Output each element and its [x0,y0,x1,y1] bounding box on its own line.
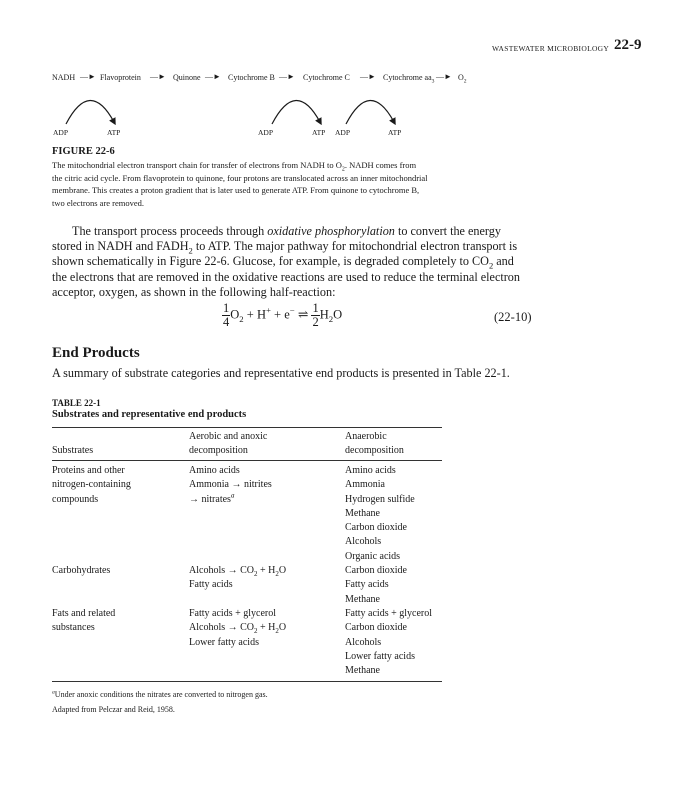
figure-label: FIGURE 22-6 [52,146,115,157]
aerobic-cell: Amino acids Ammonia → nitrites → nitrates$^a$ [189,465,272,505]
half-reaction-equation: $\frac{1}{4}$ $O_2 + H^+ + e^-$ ⇌ $\frac{1}{2}$ $H_2O$ [223,301,343,329]
substrate-cell: Carbohydrates [52,565,111,576]
chain-arrow: —► [205,72,221,81]
equation-number: (22-10) [494,310,532,324]
table-rule-bottom [52,681,442,682]
equilibrium-arrow: ⇌ [297,307,309,322]
col-header-aerobic: Aerobic and anoxic decomposition [189,431,268,457]
caption-line: membrane. This creates a proton gradient that is later used to generate ATP. From quinone to cytochrome B, [52,185,420,196]
table-rule-header [52,460,442,461]
chain-arrow: —► [360,72,376,81]
anaerobic-cell: Fatty acids + glycerol Carbon dioxide Alcohols Lower fatty acids Methane [345,608,433,677]
adp-label: ADP [53,128,69,137]
table-footnote: $^a$Under anoxic conditions the nitrates are converted to nitrogen gas. [52,689,268,699]
chain-cytochrome-b: Cytochrome B [228,73,275,82]
atp-label: ATP [107,128,121,137]
chain-arrow: —► [80,72,96,81]
table-title: Substrates and representative end products [52,409,247,420]
table-source: Adapted from Pelczar and Reid, 1958. [52,705,175,714]
chain-arrow: —► [436,72,452,81]
table-row [52,464,131,507]
col-header-substrates: Substrates [52,445,94,456]
caption-line: two electrons are removed. [52,197,145,208]
table-row [52,564,110,578]
table-row [52,607,115,636]
table-rule-top [52,427,442,428]
col-header-anaerobic: Anaerobic decomposition [345,431,404,457]
chain-cytochrome-c: Cytochrome C [303,73,350,82]
chain-quinone: Quinone [173,73,201,82]
anaerobic-cell: Amino acids Ammonia Hydrogen sulfide Methane Carbon dioxide Alcohols Organic acids [345,465,415,562]
chain-nadh: NADH [52,73,76,82]
atp-label: ATP [312,128,326,137]
arc-2 [272,100,320,124]
fraction-one-quarter: $\frac{1}{4}$ [223,301,230,329]
atp-label: ATP [388,128,402,137]
chain-oxygen: $O_2$ [458,73,467,85]
running-header: WASTEWATER MICROBIOLOGY [492,44,610,53]
caption-line: The mitochondrial electron transport chain for transfer of electrons from NADH to $O_2$. NADH comes from [52,160,417,173]
body-paragraph: The transport process proceeds through oxidative phosphorylation to convert the energy stored in NADH and $FADH_2$ to ATP. The major pathway for mitochondrial electron transport is shown schematically in Figure 22-6. Glucose, for example, is degraded completely to $CO_2$ and the electrons that are removed in the oxidative reactions are used to reduce the terminal electron acceptor, oxygen, as shown in the following half-reaction: [52,224,520,299]
page-number: 22-9 [614,37,642,53]
adp-label: ADP [335,128,351,137]
section-heading: End Products [52,345,140,361]
substrate-cell: Proteins and other nitrogen-containing compounds [52,465,131,505]
figure-caption [52,159,472,209]
adp-label: ADP [258,128,274,137]
aerobic-cell: Alcohols → $CO_2 + H_2O$ Fatty acids [189,565,287,591]
substrate-cell: Fats and related substances [52,608,116,634]
table-header-row [52,430,442,462]
atp-synthesis-arcs [0,0,689,140]
aerobic-cell: Fatty acids + glycerol Alcohols → $CO_2 + H_2O$ Lower fatty acids [189,608,287,648]
arc-1 [66,100,114,124]
anaerobic-cell: Carbon dioxide Fatty acids Methane [345,565,407,605]
chain-cytochrome-aa3: Cytochrome $aa_3$ [383,73,435,85]
arc-3 [346,100,394,124]
caption-line: the citric acid cycle. From flavoprotein to quinone, four protons are translocated across an inner mitochondrial [52,172,428,183]
section-text: A summary of substrate categories and representative end products is presented in Table 22-1. [52,366,510,380]
table-label: TABLE 22-1 [52,398,101,408]
fraction-one-half: $\frac{1}{2}$ [312,301,319,329]
chain-flavoprotein: Flavoprotein [100,73,141,82]
chain-arrow: —► [150,72,166,81]
chain-arrow: —► [279,72,295,81]
